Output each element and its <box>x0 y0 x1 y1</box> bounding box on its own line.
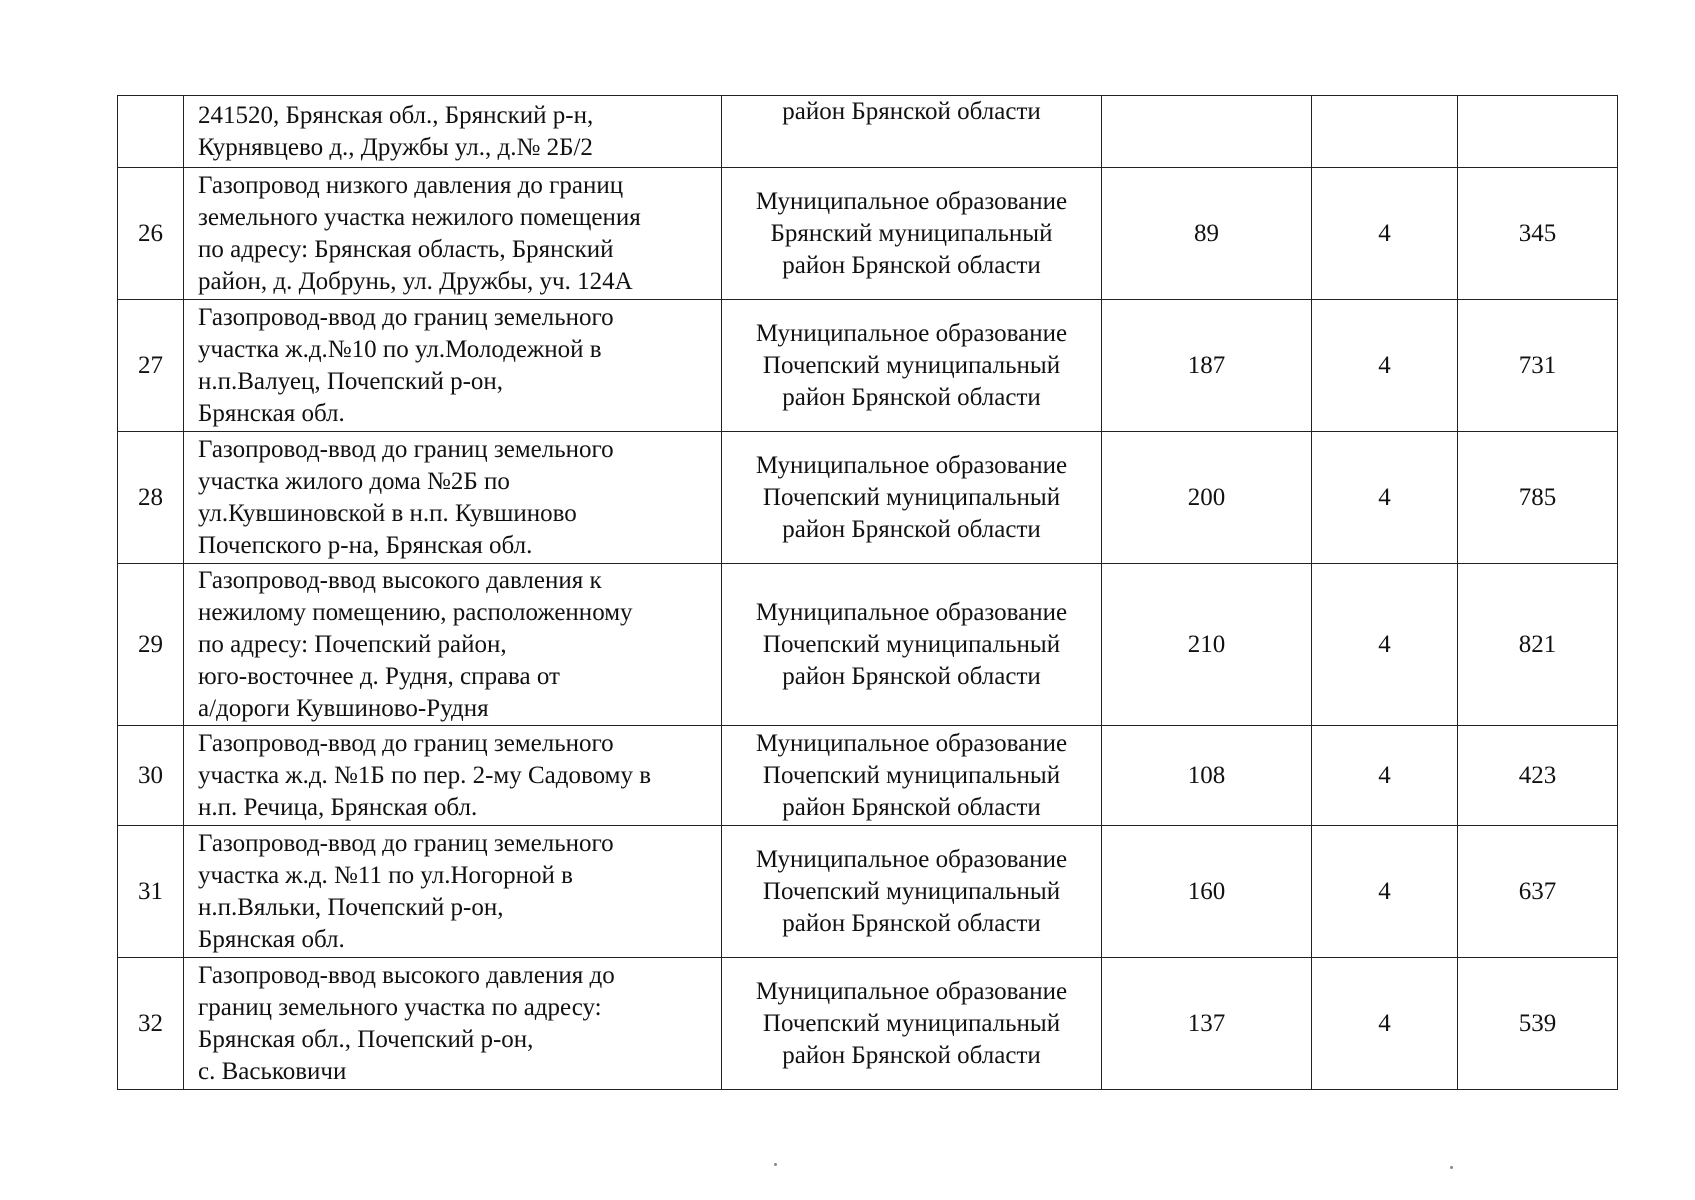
pipeline-description <box>184 168 722 300</box>
row-number: 28 <box>118 432 184 564</box>
table-row <box>118 564 1618 726</box>
pipeline-depth: 4 <box>1312 300 1458 432</box>
pipeline-area: 637 <box>1458 826 1618 958</box>
owner-municipality <box>722 432 1102 564</box>
owner-line: Брянский муниципальный <box>770 219 1053 247</box>
owner-line: район Брянской области <box>782 793 1041 821</box>
pipeline-area: 539 <box>1458 958 1618 1090</box>
pipeline-area: 345 <box>1458 168 1618 300</box>
owner-line: Почепский муниципальный <box>762 483 1061 511</box>
table-row <box>118 826 1618 958</box>
owner-line: район Брянской области <box>782 383 1041 411</box>
pipeline-description <box>184 826 722 958</box>
owner-municipality <box>722 726 1102 826</box>
pipeline-length: 200 <box>1102 432 1312 564</box>
row-number: 27 <box>118 300 184 432</box>
description-line: участка ж.д. №11 по ул.Ногорной в <box>198 861 573 889</box>
description-line: Газопровод-ввод высокого давления к <box>198 566 602 594</box>
row-number <box>118 96 184 168</box>
owner-line: Почепский муниципальный <box>762 877 1061 905</box>
description-line: Газопровод низкого давления до границ <box>198 171 624 199</box>
description-line: Курнявцево д., Дружбы ул., д.№ 2Б/2 <box>198 133 593 161</box>
description-line: Газопровод-ввод до границ земельного <box>198 829 614 857</box>
description-line: участка ж.д.№10 по ул.Молодежной в <box>198 335 602 363</box>
description-line: юго-восточнее д. Рудня, справа от <box>198 662 560 690</box>
description-line: с. Васьковичи <box>198 1057 347 1085</box>
pipeline-depth: 4 <box>1312 958 1458 1090</box>
owner-line: район Брянской области <box>782 1041 1041 1069</box>
pipeline-depth: 4 <box>1312 168 1458 300</box>
description-line: Брянская обл., Почепский р-он, <box>198 1025 534 1053</box>
owner-municipality <box>722 168 1102 300</box>
description-line: 241520, Брянская обл., Брянский р-н, <box>198 101 594 129</box>
pipeline-area: 731 <box>1458 300 1618 432</box>
table-row <box>118 96 1618 168</box>
description-line: Брянская обл. <box>198 925 345 953</box>
table-row <box>118 300 1618 432</box>
owner-line: Муниципальное образование <box>755 729 1068 757</box>
description-line: участка жилого дома №2Б по <box>198 467 510 495</box>
table-row <box>118 958 1618 1090</box>
pipeline-description <box>184 564 722 726</box>
pipeline-description <box>184 300 722 432</box>
scan-speck <box>774 1163 777 1166</box>
description-line: ул.Кувшиновской в н.п. Кувшиново <box>198 499 577 527</box>
owner-line: Почепский муниципальный <box>762 1009 1061 1037</box>
owner-line: район Брянской области <box>782 662 1041 690</box>
pipeline-area: 423 <box>1458 726 1618 826</box>
owner-line: район Брянской области <box>782 251 1041 279</box>
table-row <box>118 726 1618 826</box>
owner-line: Почепский муниципальный <box>762 351 1061 379</box>
description-line: Газопровод-ввод до границ земельного <box>198 435 614 463</box>
pipeline-description <box>184 96 722 168</box>
description-line: земельного участка нежилого помещения <box>198 203 641 231</box>
owner-municipality <box>722 826 1102 958</box>
table-body <box>118 96 1618 1090</box>
gas-pipeline-registry-table <box>117 95 1618 1090</box>
table-row <box>118 168 1618 300</box>
owner-line: Муниципальное образование <box>755 977 1068 1005</box>
description-line: а/дороги Кувшиново-Рудня <box>198 694 489 722</box>
pipeline-length <box>1102 96 1312 168</box>
row-number: 26 <box>118 168 184 300</box>
description-line: границ земельного участка по адресу: <box>198 993 602 1021</box>
owner-line: Муниципальное образование <box>755 319 1068 347</box>
row-number: 31 <box>118 826 184 958</box>
pipeline-length: 160 <box>1102 826 1312 958</box>
description-line: Газопровод-ввод до границ земельного <box>198 303 614 331</box>
description-line: н.п. Речица, Брянская обл. <box>198 793 478 821</box>
pipeline-length: 89 <box>1102 168 1312 300</box>
description-line: район, д. Добрунь, ул. Дружбы, уч. 124А <box>198 267 633 295</box>
description-line: по адресу: Брянская область, Брянский <box>198 235 614 263</box>
table-row <box>118 432 1618 564</box>
description-line: участка ж.д. №1Б по пер. 2-му Садовому в <box>198 761 652 789</box>
owner-municipality <box>722 564 1102 726</box>
description-line: н.п.Вяльки, Почепский р-он, <box>198 893 504 921</box>
owner-line: район Брянской области <box>782 98 1041 125</box>
owner-municipality <box>722 958 1102 1090</box>
owner-line: район Брянской области <box>782 515 1041 543</box>
pipeline-area: 785 <box>1458 432 1618 564</box>
pipeline-depth <box>1312 96 1458 168</box>
owner-line: Почепский муниципальный <box>762 630 1061 658</box>
description-line: Почепского р-на, Брянская обл. <box>198 531 533 559</box>
description-line: н.п.Валуец, Почепский р-он, <box>198 367 504 395</box>
pipeline-depth: 4 <box>1312 726 1458 826</box>
pipeline-depth: 4 <box>1312 432 1458 564</box>
pipeline-length: 187 <box>1102 300 1312 432</box>
row-number: 32 <box>118 958 184 1090</box>
description-line: Брянская обл. <box>198 399 345 427</box>
row-number: 30 <box>118 726 184 826</box>
owner-municipality <box>722 300 1102 432</box>
owner-line: Муниципальное образование <box>755 187 1068 215</box>
owner-line: район Брянской области <box>782 909 1041 937</box>
scan-speck <box>1450 1166 1453 1169</box>
pipeline-description <box>184 726 722 826</box>
description-line: нежилому помещению, расположенному <box>198 598 633 626</box>
row-number: 29 <box>118 564 184 726</box>
pipeline-depth: 4 <box>1312 826 1458 958</box>
pipeline-area <box>1458 96 1618 168</box>
pipeline-length: 108 <box>1102 726 1312 826</box>
pipeline-area: 821 <box>1458 564 1618 726</box>
description-line: по адресу: Почепский район, <box>198 630 507 658</box>
description-line: Газопровод-ввод высокого давления до <box>198 961 615 989</box>
pipeline-length: 137 <box>1102 958 1312 1090</box>
owner-line: Муниципальное образование <box>755 451 1068 479</box>
pipeline-description <box>184 432 722 564</box>
pipeline-depth: 4 <box>1312 564 1458 726</box>
owner-line: Муниципальное образование <box>755 598 1068 626</box>
owner-line: Почепский муниципальный <box>762 761 1061 789</box>
owner-municipality <box>722 96 1102 168</box>
description-line: Газопровод-ввод до границ земельного <box>198 729 614 757</box>
pipeline-length: 210 <box>1102 564 1312 726</box>
owner-line: Муниципальное образование <box>755 845 1068 873</box>
pipeline-description <box>184 958 722 1090</box>
